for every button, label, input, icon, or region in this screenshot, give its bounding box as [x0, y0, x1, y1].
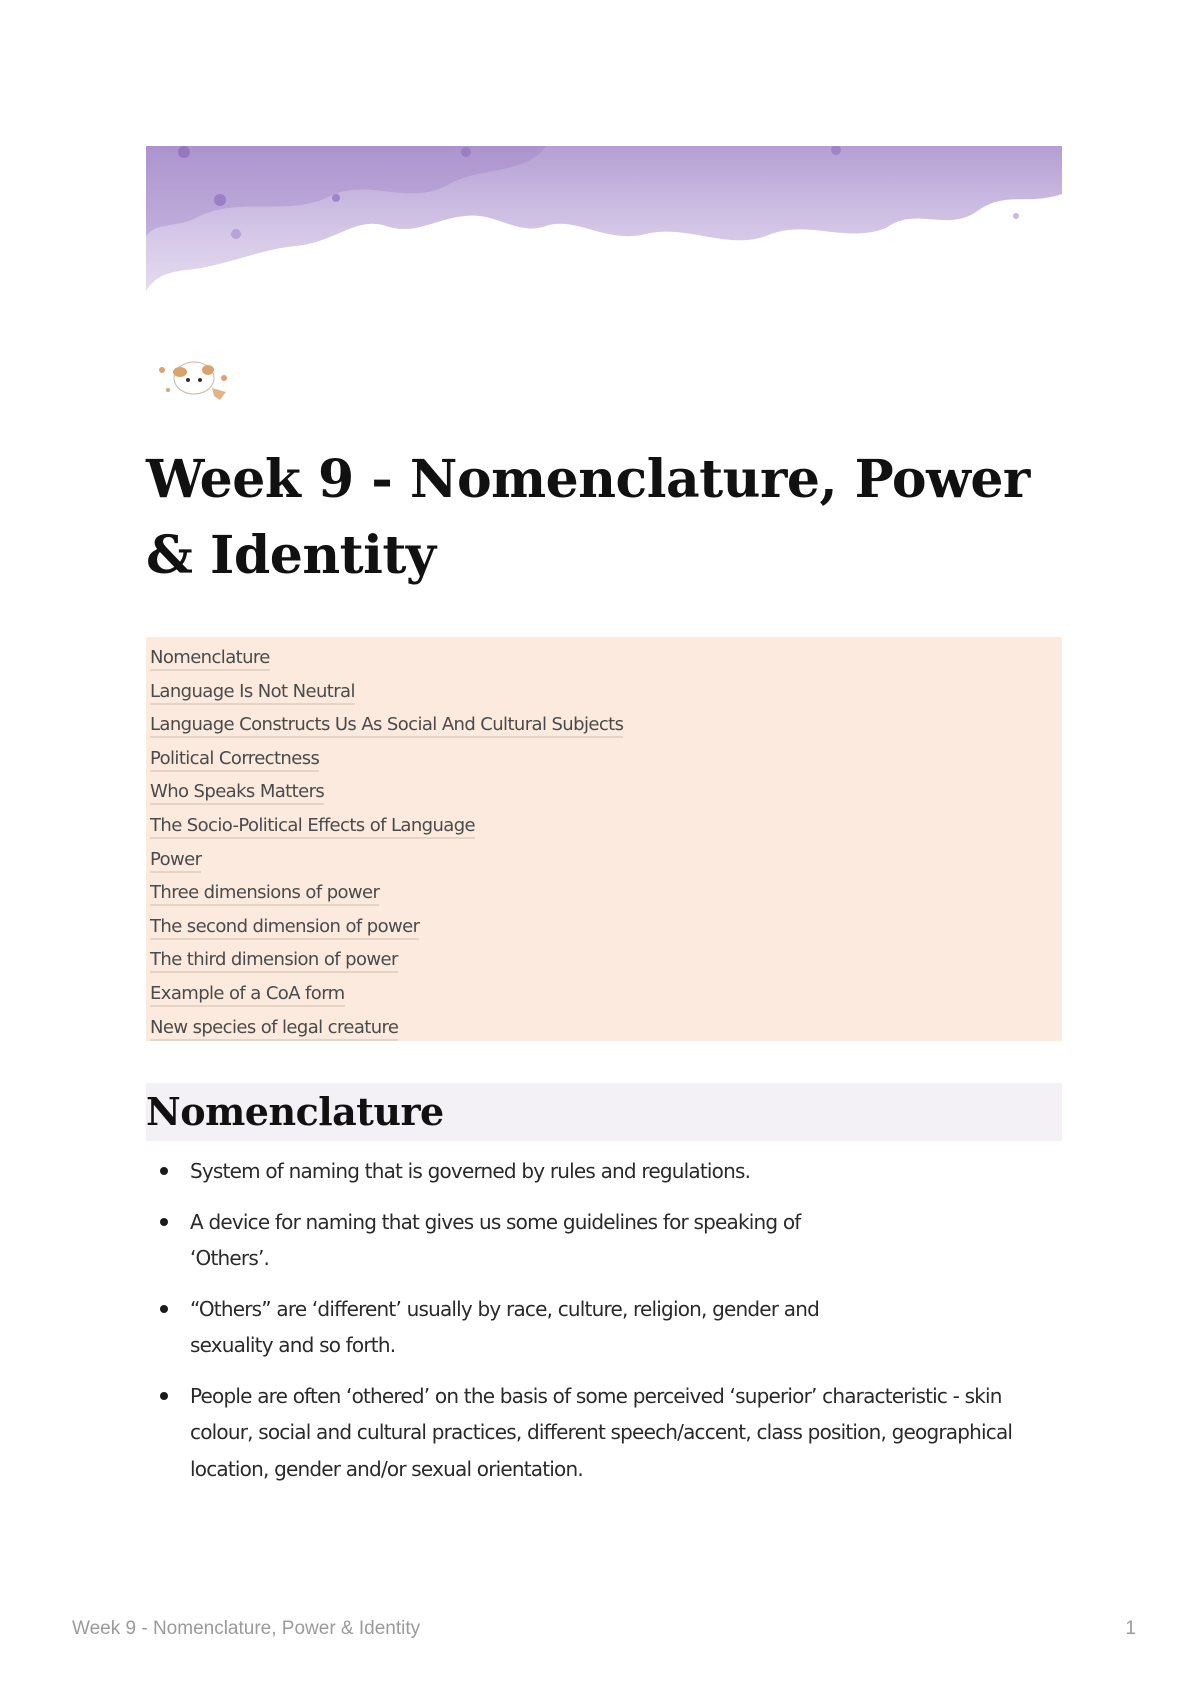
section-heading: Nomenclature [146, 1083, 1062, 1141]
toc-item [150, 943, 1058, 977]
footer-page-number: 1 [1125, 1618, 1136, 1639]
toc-link-socio-political-effects[interactable]: The Socio-Political Effects of Language [150, 815, 475, 839]
footer-title: Week 9 - Nomenclature, Power & Identity [72, 1618, 421, 1639]
bullet-list [146, 1153, 1062, 1501]
toc-link-language-constructs[interactable]: Language Constructs Us As Social And Cultural Subjects [150, 714, 623, 738]
toc-link-political-correctness[interactable]: Political Correctness [150, 748, 319, 772]
toc-item [150, 876, 1058, 910]
toc-link-language-not-neutral[interactable]: Language Is Not Neutral [150, 681, 355, 705]
page-title: Week 9 - Nomenclature, Power & Identity [146, 449, 1030, 586]
toc-link-third-dimension[interactable]: The third dimension of power [150, 949, 398, 973]
toc-item [150, 843, 1058, 877]
toc-item [150, 910, 1058, 944]
list-item-text: A device for naming that gives us some guidelines for speaking of ‘Others’. [190, 1209, 801, 1270]
bullet-dot-icon [160, 1218, 168, 1226]
toc-item [150, 742, 1058, 776]
toc-item [150, 708, 1058, 742]
toc-item [150, 641, 1058, 675]
watercolor-cover-art [146, 146, 1062, 291]
toc-link-legal-creature[interactable]: New species of legal creature [150, 1017, 398, 1041]
toc-link-who-speaks-matters[interactable]: Who Speaks Matters [150, 781, 324, 805]
toc-item [150, 809, 1058, 843]
toc-link-second-dimension[interactable]: The second dimension of power [150, 916, 419, 940]
bullet-dot-icon [160, 1167, 168, 1175]
list-item [146, 1204, 1062, 1277]
list-item [146, 1153, 1062, 1190]
list-item-text: System of naming that is governed by rules and regulations. [190, 1159, 751, 1183]
cover-image [146, 146, 1062, 291]
toc-item [150, 675, 1058, 709]
table-of-contents [146, 637, 1062, 1041]
toc-link-coa-form[interactable]: Example of a CoA form [150, 983, 345, 1007]
list-item-text: “Others” are ‘different’ usually by race, culture, religion, gender and sexuality and so forth. [190, 1296, 820, 1357]
list-item-text: People are often ‘othered’ on the basis of some perceived ‘superior’ characteristic - skin colour, social and cultural practices, different speech/accent, class position, geographical location, gender and/or sexual orientation. [190, 1383, 1013, 1481]
bullet-dot-icon [160, 1392, 168, 1400]
toc-link-three-dimensions[interactable]: Three dimensions of power [150, 882, 379, 906]
toc-item [150, 1011, 1058, 1045]
list-item [146, 1291, 1062, 1364]
toc-item [150, 977, 1058, 1011]
dog-illustration-icon [150, 348, 240, 408]
toc-item [150, 775, 1058, 809]
bullet-dot-icon [160, 1305, 168, 1313]
list-item [146, 1378, 1062, 1488]
toc-link-power[interactable]: Power [150, 849, 201, 873]
toc-link-nomenclature[interactable]: Nomenclature [150, 647, 270, 671]
